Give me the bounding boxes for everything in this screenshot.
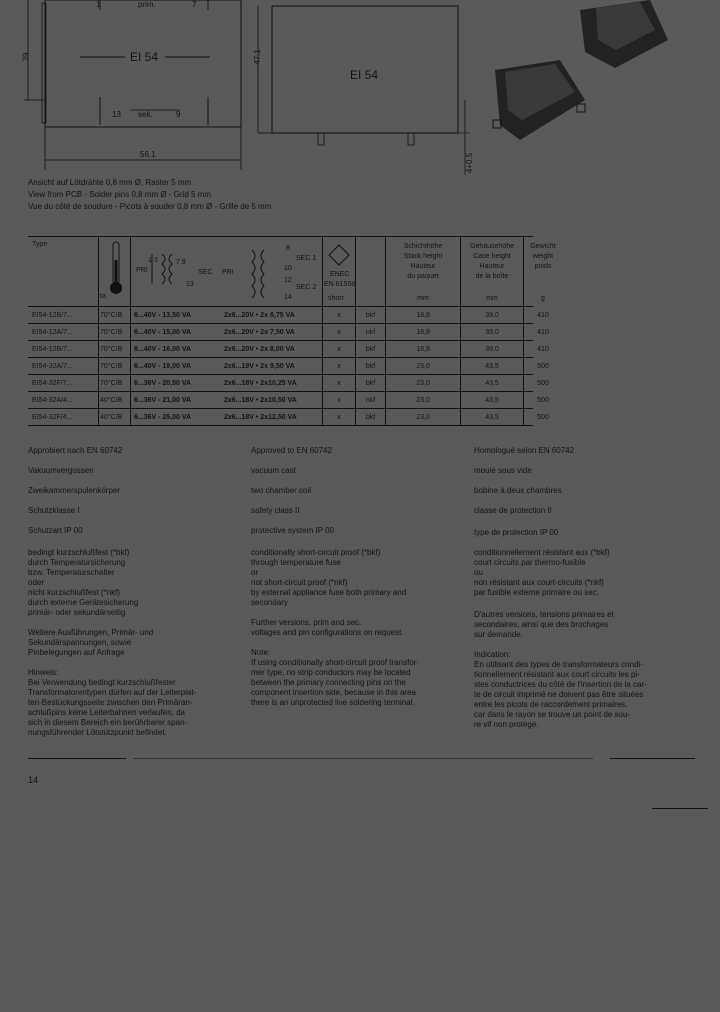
de-more: Weitere Ausführungen, Primär- und Sekundärspannungen, sowie Pinbelegungen auf Anfrage [28, 628, 154, 657]
fr-approval: Homologué selon EN 60742 [474, 446, 575, 455]
row-type: EI54-32F/4... [32, 414, 73, 421]
row-sec: 2x6...18V • 2x12,50 VA [224, 414, 297, 421]
row-voltage: 6...40V - 16,00 VA [134, 346, 192, 353]
row-case: 43,5 [485, 380, 499, 387]
head-weight-1: Gewicht [530, 243, 556, 250]
row-bkf: bkf [365, 414, 376, 421]
row-sec: 2x6...18V • 2x10,25 VA [224, 380, 297, 387]
head-short: short [328, 295, 344, 302]
row-x: x [337, 312, 341, 319]
row-temp: 70°C/B [100, 363, 123, 370]
head-pins-b: 7 9 [176, 259, 186, 266]
fr-more: D'autres versions, tensions primaires et secondaires, ainsi que des brochages sur demande. [474, 610, 614, 639]
caption-fr: Vue du côté de soudure - Picots à souder 0,8 mm Ø - Grille de 5 mm [28, 202, 272, 211]
head-stack-3: Hauteur [410, 263, 436, 270]
row-stack: 23,0 [416, 414, 430, 421]
row-type: EI54-32A/4... [32, 397, 73, 404]
row-weight: 500 [537, 414, 549, 421]
transformer-photo-2 [493, 60, 585, 140]
row-x: x [337, 329, 341, 336]
row-temp: 70°C/B [100, 380, 123, 387]
head-sec1: SEC 1 [296, 255, 317, 262]
row-x: x [337, 414, 341, 421]
row-bkf: nkf [365, 397, 376, 404]
row-type: EI54-32A/7... [32, 363, 73, 370]
row-stack: 23,0 [416, 363, 430, 370]
pcb-pin-9: 9 [176, 110, 181, 119]
head-weight-unit: g [541, 295, 545, 302]
transformer-photo-1 [580, 0, 668, 68]
head-pins-f: 12 [284, 277, 292, 284]
row-temp: 70°C/B [100, 346, 123, 353]
row-bkf: bkf [365, 380, 376, 387]
de-class: Schutzklasse I [28, 506, 80, 515]
en-note: Note: If using conditionally short-circuit proof transfor- mer type, no strip conductors may be located between the primary connecting pins on the component insertion side, because in this area there is an unprotected live soldering terminal. [251, 648, 420, 707]
en-more: Further versions, prim and sec. voltages and pin configurations on request. [251, 618, 404, 637]
footer-rule [133, 758, 593, 759]
footer-rule [610, 758, 695, 759]
en-class: safety class II [251, 506, 300, 515]
head-case-4: de la boîte [475, 273, 509, 280]
head-case-1: Gehäusehöhe [470, 243, 514, 250]
head-approvals: ENEC [330, 271, 350, 278]
pcb-width: 56.1 [140, 150, 156, 159]
head-pins-c: 13 [186, 281, 194, 288]
row-case: 39,0 [485, 346, 499, 353]
de-coil: Zweikammerspulenkörper [28, 486, 121, 495]
row-temp: 70°C/B [100, 329, 123, 336]
thermometer-icon [108, 240, 124, 298]
de-cast: Vakuumvergossen [28, 466, 94, 475]
fr-cast: moulé sous vide [474, 466, 532, 475]
fr-coil: bobine à deux chambres [474, 486, 562, 495]
row-case: 43,5 [485, 397, 499, 404]
de-short: bedingt kurzschlußfest (*bkf) durch Temperatursicherung bzw. Temperaturschalter oder nicht kurzschlußfest (*nkf) durch externe Gerätesicherung primär- oder sekundärseitig [28, 548, 139, 617]
en-approval: Approved to EN 60742 [251, 446, 332, 455]
row-type: EI54-12A/7... [32, 329, 73, 336]
en-ip: protective system IP 00 [251, 526, 334, 535]
en-cast: vacuum cast [251, 466, 296, 475]
row-temp: 70°C/B [100, 312, 123, 319]
pcb-pin-1: 1 [96, 0, 101, 9]
head-approvals2: EN 61558 [324, 281, 356, 288]
row-temp: 40°C/B [100, 414, 123, 421]
head-pins-e: 10 [284, 265, 292, 272]
row-stack: 23,0 [416, 380, 430, 387]
row-stack: 18,9 [416, 312, 430, 319]
pcb-drawing [0, 0, 720, 180]
pcb-pin-13: 13 [112, 110, 121, 119]
head-pins-a: 1 3 [148, 257, 158, 264]
row-case: 43,5 [485, 363, 499, 370]
row-voltage: 6...40V - 19,00 VA [134, 363, 192, 370]
head-type: Type [32, 241, 48, 248]
head-pins-g: 14 [284, 294, 292, 301]
row-stack: 18,9 [416, 329, 430, 336]
de-ip: Schutzart IP 00 [28, 526, 83, 535]
de-note: Hinweis: Bei Verwendung bedingt kurzschlußfester Transformatorentypen dürfen auf der Leiterplat- ten-Bestückungsseite zwischen den Primäran- schlußpins keine Leiterbahnen verlaufen, da sich in diesem Bereich ein berührbarer span- nungsführender Lötstützpunkt befindet. [28, 668, 197, 737]
row-case: 43,5 [485, 414, 499, 421]
en-short: conditionally short-circuit proof (*bkf) through temperature fuse or not short-circuit proof (*nkf) by external appliance fuse both primary and secondary [251, 548, 407, 607]
row-sec: 2x6...18V • 2x10,50 VA [224, 397, 297, 404]
head-stack-4: du paquet [407, 273, 439, 280]
fr-note: Indication: En utilisant des types de transformateurs condi- tionnellement résistant aux court circuits les pi- stes conductrices du côté de l'insertion de la car- te de circuit imprimé ne doivent pas être situées entre les picots de raccordement primaires, car dans le rayon se trouve un point de sou- re vif non protégé. [474, 650, 647, 729]
row-voltage: 6...36V - 21,00 VA [134, 397, 192, 404]
row-sec: 2x6...20V • 2x 7,50 VA [224, 329, 295, 336]
head-temp: ta [100, 293, 106, 300]
head-case-2: Case height [473, 253, 511, 260]
row-stack: 23,0 [416, 397, 430, 404]
pcb-pin-7: 7 [192, 0, 197, 9]
footer-rule [28, 758, 126, 759]
de-approval: Approbiert nach EN 60742 [28, 446, 123, 455]
head-pri: PRI [136, 267, 148, 274]
side-dim-pin: 4+0.5 [465, 152, 475, 174]
row-sec: 2x6...19V • 2x 9,50 VA [224, 363, 295, 370]
footer-rule [652, 808, 708, 809]
pcb-dim-sek: sek. [138, 110, 153, 119]
row-bkf: bkf [365, 346, 376, 353]
head-stack-2: Stack height [403, 253, 443, 260]
caption-de: Ansicht auf Lötdrähte 0,8 mm Ø, Raster 5 mm [28, 178, 192, 187]
row-weight: 500 [537, 363, 549, 370]
fr-class: classe de protection II [474, 506, 552, 515]
fr-short: conditionnellement résistant aux (*bkf) court circuits par thermo-fusible ou non résistant aux court-circuits (*nkf) par fusible externe primaire ou sec. [474, 548, 610, 597]
head-pins-d: 8 [286, 245, 290, 252]
row-x: x [337, 397, 341, 404]
en-coil: two chamber coil [251, 486, 312, 495]
row-x: x [337, 346, 341, 353]
row-bkf: nkf [365, 329, 376, 336]
head-case-unit: mm [486, 295, 498, 302]
row-sec: 2x6...20V • 2x 8,00 VA [224, 346, 295, 353]
approval-mark-icon [328, 244, 350, 266]
pcb-height: 39 [21, 52, 31, 62]
head-sec: SEC [198, 269, 213, 276]
page-number: 14 [28, 775, 39, 785]
row-voltage: 6...36V - 20,50 VA [134, 380, 192, 387]
row-temp: 40°C/B [100, 397, 123, 404]
row-weight: 500 [537, 397, 549, 404]
row-x: x [337, 380, 341, 387]
head-stack-unit: mm [417, 295, 429, 302]
row-type: EI54-12B/7... [32, 346, 73, 353]
row-voltage: 6...40V - 13,50 VA [134, 312, 192, 319]
row-x: x [337, 363, 341, 370]
head-stack-1: Schichthöhe [403, 243, 443, 250]
row-type: EI54-32F/7... [32, 380, 73, 387]
head-pri-2: PRI [222, 269, 234, 276]
row-bkf: bkf [365, 363, 376, 370]
side-label: EI 54 [350, 68, 379, 82]
row-case: 39,0 [485, 312, 499, 319]
row-sec: 2x6...20V • 2x 6,75 VA [224, 312, 295, 319]
row-case: 39,0 [485, 329, 499, 336]
row-weight: 410 [537, 312, 549, 319]
row-weight: 410 [537, 329, 549, 336]
head-weight-2: weight [532, 253, 554, 260]
row-type: EI54-12B/7... [32, 312, 73, 319]
fr-ip: type de protection IP 00 [474, 528, 559, 537]
head-sec2: SEC 2 [296, 284, 317, 291]
row-weight: 410 [537, 346, 549, 353]
head-weight-3: poids [534, 263, 552, 270]
caption-en: View from PCB - Solder pins 0,8 mm Ø - Grid 5 mm [28, 190, 212, 199]
row-voltage: 6...36V - 25,00 VA [134, 414, 192, 421]
side-dim-height: 47.1 [252, 49, 262, 65]
row-bkf: bkf [365, 312, 376, 319]
row-voltage: 6...40V - 15,00 VA [134, 329, 192, 336]
row-weight: 500 [537, 380, 549, 387]
row-stack: 18,9 [416, 346, 430, 353]
pcb-dim-prim: prim. [138, 0, 156, 9]
pcb-label: EI 54 [130, 50, 159, 64]
head-case-3: Hauteur [479, 263, 505, 270]
